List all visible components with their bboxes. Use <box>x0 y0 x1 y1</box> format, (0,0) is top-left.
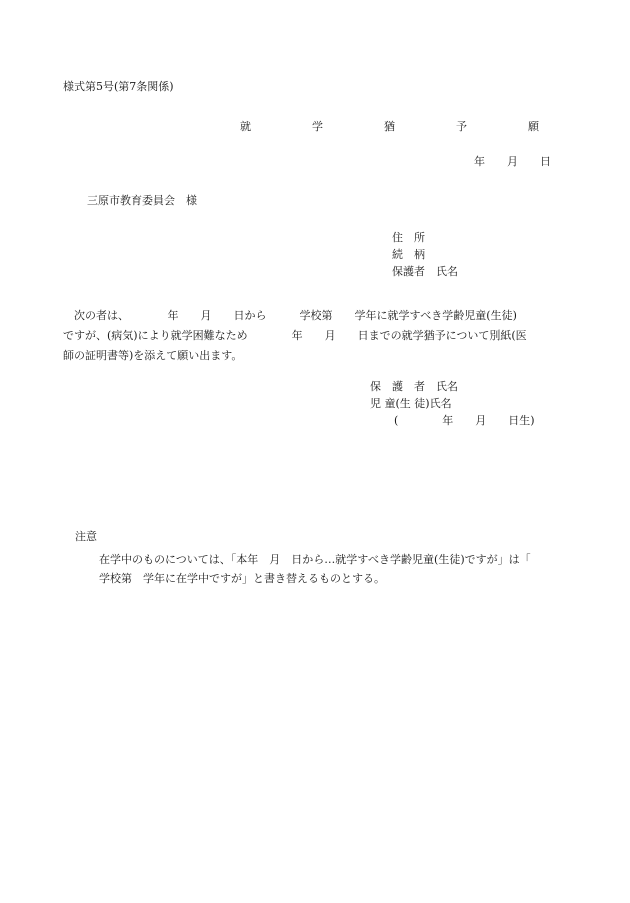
body-line-3: 師の証明書等)を添えて願い出ます。 <box>63 349 243 362</box>
signature-block <box>370 381 535 432</box>
note-line-2: 学校第 学年に在学中ですが」と書き替えるものとする。 <box>99 572 385 585</box>
form-number: 様式第5号(第7条関係) <box>63 80 174 93</box>
birth-date-line: ( 年 月 日生) <box>394 414 535 427</box>
signature-child-label: 児 童(生 徒)氏名 <box>370 397 452 410</box>
body-line-2: ですが、(病気)により就学困難なため 年 月 日までの就学猶予について別紙(医 <box>63 329 527 342</box>
relationship-label: 続 柄 <box>392 248 425 261</box>
note-text <box>99 550 579 588</box>
request-body <box>63 306 563 366</box>
note-line-1: 在学中のものについては、「本年 月 日から…就学すべき学齢児童(生徒)ですが」は「 <box>99 553 531 566</box>
guardian-name-label: 保護者 氏名 <box>392 265 458 278</box>
note-heading: 注意 <box>75 530 97 543</box>
date-line: 年 月 日 <box>474 155 551 168</box>
addressee: 三原市教育委員会 様 <box>87 194 197 207</box>
address-label: 住 所 <box>392 231 425 244</box>
document-title: 就 学 猶 予 願 <box>240 120 564 133</box>
body-line-1: 次の者は、 年 月 日から 学校第 学年に就学すべき学齢児童(生徒) <box>74 309 517 322</box>
signature-guardian-label: 保 護 者 氏名 <box>370 380 458 393</box>
guardian-info-block <box>392 232 458 283</box>
